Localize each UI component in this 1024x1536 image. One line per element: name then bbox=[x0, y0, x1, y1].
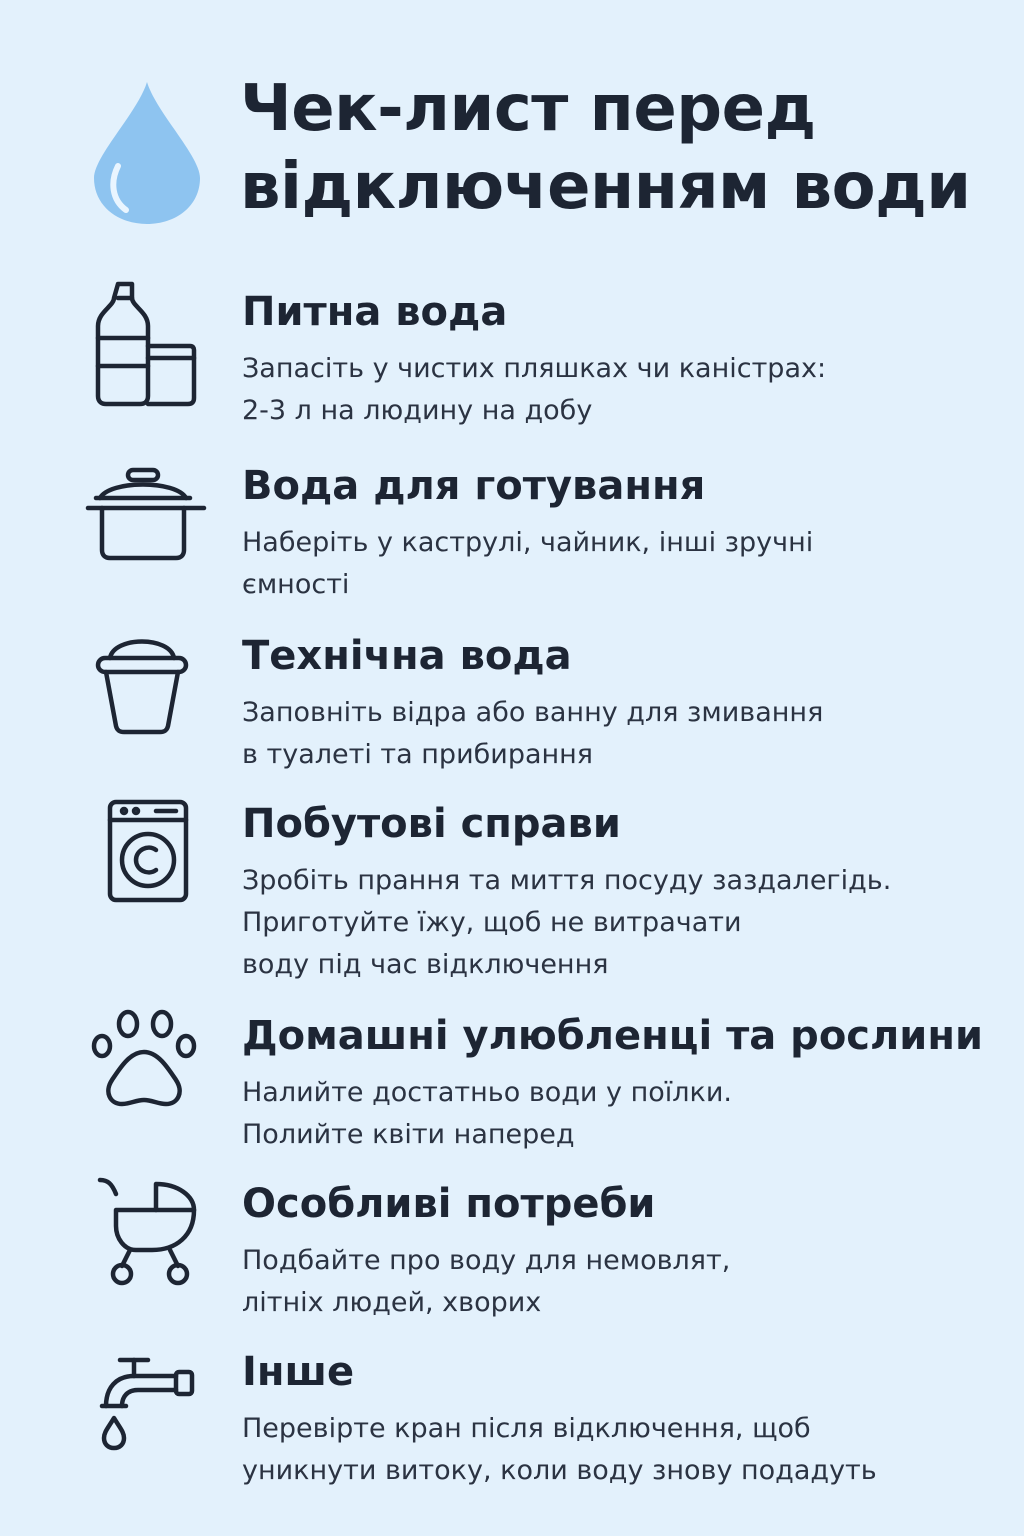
item-description bbox=[242, 1408, 877, 1492]
item-title: Домашні улюбленці та рослини bbox=[242, 1013, 983, 1059]
washing-machine-icon bbox=[86, 800, 210, 924]
item-description bbox=[242, 860, 891, 986]
item-title: Побутові справи bbox=[242, 801, 621, 847]
item-description-line: 2-3 л на людину на добу bbox=[242, 395, 593, 426]
item-title: Питна вода bbox=[242, 289, 508, 335]
item-description-line: Приготуйте їжу, щоб не витрачати bbox=[242, 907, 742, 938]
item-description bbox=[242, 1240, 730, 1324]
item-description bbox=[242, 1072, 732, 1156]
item-description-line: Запасіть у чистих пляшках чи каністрах: bbox=[242, 353, 827, 384]
header bbox=[0, 0, 1024, 260]
item-description-line: Подбайте про воду для немовлят, bbox=[242, 1245, 731, 1276]
title-line-2: відключенням води bbox=[240, 150, 971, 224]
item-description-line: воду під час відключення bbox=[242, 949, 609, 980]
item-title: Технічна вода bbox=[242, 633, 572, 679]
bottle-and-glass-icon bbox=[86, 282, 210, 406]
stroller-icon bbox=[86, 1176, 210, 1300]
item-description-line: в туалеті та прибирання bbox=[242, 739, 594, 770]
item-description bbox=[242, 522, 813, 606]
item-description-line: Перевірте кран після відключення, щоб bbox=[242, 1413, 811, 1444]
water-drop-icon bbox=[88, 78, 206, 228]
item-description bbox=[242, 348, 826, 432]
title-line-1: Чек-лист перед bbox=[240, 72, 816, 146]
item-description-line: Наберіть у каструлі, чайник, інші зручні bbox=[242, 527, 814, 558]
item-title: Особливі потреби bbox=[242, 1181, 656, 1227]
item-description-line: ємності bbox=[242, 569, 350, 600]
bucket-icon bbox=[86, 628, 210, 752]
page-title bbox=[240, 70, 971, 226]
cooking-pot-icon bbox=[86, 458, 210, 582]
item-description-line: уникнути витоку, коли воду знову подадуть bbox=[242, 1455, 877, 1486]
item-description-line: Заповніть відра або ванну для змивання bbox=[242, 697, 824, 728]
faucet-icon bbox=[86, 1356, 210, 1480]
paw-icon bbox=[86, 1006, 210, 1130]
item-title: Вода для готування bbox=[242, 463, 706, 509]
item-description-line: літніх людей, хворих bbox=[242, 1287, 542, 1318]
item-description-line: Зробіть прання та миття посуду заздалегідь. bbox=[242, 865, 892, 896]
item-description-line: Налийте достатньо води у поїлки. bbox=[242, 1077, 732, 1108]
item-description-line: Полийте квіти наперед bbox=[242, 1119, 575, 1150]
item-title: Інше bbox=[242, 1349, 355, 1395]
item-description bbox=[242, 692, 823, 776]
